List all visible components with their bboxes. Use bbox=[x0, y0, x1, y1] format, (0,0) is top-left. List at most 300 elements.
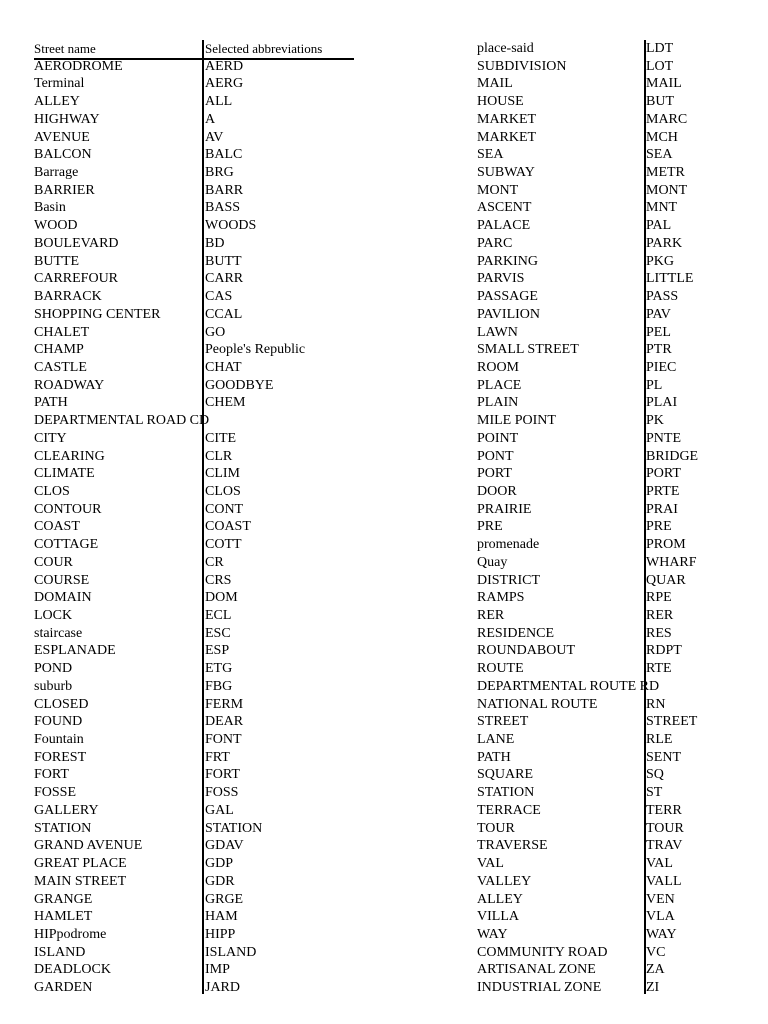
table-row bbox=[477, 554, 737, 572]
street-name: GALLERY bbox=[34, 802, 99, 818]
table-row bbox=[34, 448, 364, 466]
table-row bbox=[477, 430, 737, 448]
abbreviation: BD bbox=[205, 235, 225, 251]
table-row bbox=[477, 129, 737, 147]
street-name: MONT bbox=[477, 182, 519, 198]
abbreviation: SENT bbox=[646, 749, 681, 765]
table-row bbox=[477, 306, 737, 324]
table-row bbox=[34, 855, 364, 873]
street-name: FOREST bbox=[34, 749, 87, 765]
abbreviation: RDPT bbox=[646, 643, 682, 659]
abbreviation: BALC bbox=[205, 147, 243, 163]
table-row bbox=[477, 253, 737, 271]
street-name: PLAIN bbox=[477, 395, 519, 411]
street-name: MAIL bbox=[477, 76, 513, 92]
abbreviation: VEN bbox=[646, 891, 675, 907]
abbreviation: GAL bbox=[205, 802, 234, 818]
street-name: VAL bbox=[477, 856, 504, 872]
abbreviation: WOODS bbox=[205, 218, 257, 234]
street-name: LANE bbox=[477, 732, 515, 748]
street-name: AVENUE bbox=[34, 129, 90, 145]
street-name: Fountain bbox=[34, 732, 84, 748]
abbreviation: ZA bbox=[646, 962, 665, 978]
table-row bbox=[34, 75, 364, 93]
table-row bbox=[34, 465, 364, 483]
table-row bbox=[477, 766, 737, 784]
street-name: SEA bbox=[477, 147, 504, 163]
table-row bbox=[477, 837, 737, 855]
abbreviation: GRGE bbox=[205, 891, 244, 907]
abbreviation: ALL bbox=[205, 94, 233, 110]
abbreviation: STREET bbox=[646, 714, 698, 730]
table-row bbox=[34, 820, 364, 838]
abbreviation: ESC bbox=[205, 625, 231, 641]
street-name: CONTOUR bbox=[34, 501, 102, 517]
abbreviation: BUT bbox=[646, 94, 674, 110]
street-name: PARKING bbox=[477, 253, 538, 269]
table-row bbox=[34, 394, 364, 412]
abbreviation: FRT bbox=[205, 749, 230, 765]
table-row bbox=[477, 749, 737, 767]
street-name: DEPARTMENTAL ROAD CD bbox=[34, 413, 210, 429]
table-row bbox=[34, 518, 364, 536]
table-row bbox=[477, 873, 737, 891]
abbreviation: TERR bbox=[646, 802, 682, 818]
street-name: MAIN STREET bbox=[34, 873, 127, 889]
street-name: SHOPPING CENTER bbox=[34, 306, 161, 322]
street-name: FORT bbox=[34, 767, 69, 783]
abbreviation: CAS bbox=[205, 289, 233, 305]
abbreviation: MCH bbox=[646, 129, 678, 145]
abbreviation: ECL bbox=[205, 608, 232, 623]
abbreviation: PROM bbox=[646, 537, 686, 553]
table-row bbox=[34, 501, 364, 519]
table-row bbox=[477, 483, 737, 501]
table-row bbox=[477, 891, 737, 909]
table-row bbox=[477, 164, 737, 182]
table-row bbox=[477, 501, 737, 519]
table-row bbox=[477, 731, 737, 749]
street-name: ALLEY bbox=[34, 94, 80, 110]
abbreviation: TOUR bbox=[646, 820, 684, 836]
street-name: CHAMP bbox=[34, 342, 84, 358]
street-name: Quay bbox=[477, 554, 508, 570]
table-row bbox=[477, 518, 737, 536]
street-name: SQUARE bbox=[477, 767, 534, 783]
table-row bbox=[477, 784, 737, 802]
abbreviation: VLA bbox=[646, 909, 675, 925]
abbreviation: BRIDGE bbox=[646, 448, 699, 464]
street-name: SMALL STREET bbox=[477, 342, 579, 358]
abbreviation: BASS bbox=[205, 200, 241, 216]
street-name: GRAND AVENUE bbox=[34, 838, 143, 854]
street-name: ISLAND bbox=[34, 944, 86, 960]
table-row bbox=[477, 199, 737, 217]
street-name: MARKET bbox=[477, 129, 537, 145]
street-name: GARDEN bbox=[34, 980, 93, 996]
street-name: BARRACK bbox=[34, 289, 102, 305]
table-row bbox=[477, 146, 737, 164]
abbreviation: RER bbox=[646, 608, 674, 623]
abbreviation: MONT bbox=[646, 182, 688, 198]
table-row bbox=[34, 217, 364, 235]
table-row bbox=[477, 412, 737, 430]
abbreviation: PTR bbox=[646, 342, 672, 358]
street-name: promenade bbox=[477, 537, 540, 553]
table-row bbox=[34, 164, 364, 182]
table-row bbox=[34, 713, 364, 731]
street-name: AERODROME bbox=[34, 58, 123, 74]
table-row bbox=[477, 607, 737, 625]
street-name: CITY bbox=[34, 430, 67, 446]
street-name: COTTAGE bbox=[34, 537, 99, 553]
table-row bbox=[477, 979, 737, 997]
abbreviation: VC bbox=[646, 944, 666, 960]
street-name: CLEARING bbox=[34, 448, 105, 464]
table-row bbox=[477, 678, 737, 696]
abbreviation: CLIM bbox=[205, 466, 240, 482]
table-row bbox=[34, 731, 364, 749]
abbreviation: LDT bbox=[646, 41, 674, 56]
table-row bbox=[477, 377, 737, 395]
abbreviation: AV bbox=[205, 129, 224, 145]
abbreviation: FBG bbox=[205, 678, 233, 694]
street-name: MARKET bbox=[477, 111, 537, 127]
abbreviation: PARK bbox=[646, 235, 683, 251]
table-row bbox=[34, 359, 364, 377]
street-name: PRAIRIE bbox=[477, 501, 532, 517]
abbreviation: COTT bbox=[205, 537, 242, 553]
abbreviation: WHARF bbox=[646, 554, 697, 570]
table-row bbox=[34, 536, 364, 554]
table-row bbox=[34, 377, 364, 395]
abbreviation: JARD bbox=[205, 980, 241, 996]
street-name: CLIMATE bbox=[34, 466, 95, 482]
abbreviation: SEA bbox=[646, 147, 673, 163]
table-row bbox=[34, 766, 364, 784]
abbreviation: DEAR bbox=[205, 714, 244, 730]
table-row bbox=[477, 961, 737, 979]
street-name: ROOM bbox=[477, 359, 520, 375]
street-name: PONT bbox=[477, 448, 514, 464]
street-name: RESIDENCE bbox=[477, 625, 554, 641]
abbreviation: SQ bbox=[646, 767, 664, 783]
street-name: PALACE bbox=[477, 218, 531, 234]
street-name: WOOD bbox=[34, 218, 78, 234]
table-header bbox=[34, 40, 364, 58]
street-name: POINT bbox=[477, 430, 519, 446]
abbreviation: VALL bbox=[646, 873, 682, 889]
street-name: staircase bbox=[34, 625, 83, 641]
abbreviation: PLAI bbox=[646, 395, 678, 411]
table-row bbox=[477, 536, 737, 554]
abbreviation: BUTT bbox=[205, 253, 242, 269]
table-row bbox=[34, 111, 364, 129]
table-row bbox=[34, 678, 364, 696]
street-name: DOOR bbox=[477, 483, 517, 499]
table-row bbox=[477, 944, 737, 962]
street-name: ESPLANADE bbox=[34, 643, 116, 659]
abbreviation: PRE bbox=[646, 519, 672, 535]
table-row bbox=[477, 926, 737, 944]
abbreviation: MARC bbox=[646, 111, 688, 127]
table-row bbox=[477, 572, 737, 590]
abbreviation: RTE bbox=[646, 661, 672, 677]
abbreviation: PNTE bbox=[646, 430, 681, 446]
street-name: VILLA bbox=[477, 909, 519, 925]
street-name: STATION bbox=[477, 785, 535, 801]
table-row bbox=[477, 589, 737, 607]
table-row bbox=[477, 448, 737, 466]
table-row bbox=[34, 146, 364, 164]
abbreviation: COAST bbox=[205, 519, 251, 535]
table-row bbox=[477, 394, 737, 412]
street-name: HAMLET bbox=[34, 909, 93, 925]
street-name-header: Street name bbox=[34, 41, 96, 56]
table-row bbox=[477, 111, 737, 129]
table-row bbox=[477, 58, 737, 76]
street-name: place-said bbox=[477, 41, 534, 56]
table-row bbox=[34, 944, 364, 962]
table-row bbox=[34, 802, 364, 820]
abbreviation: RLE bbox=[646, 732, 673, 748]
table-row bbox=[34, 572, 364, 590]
abbreviation: PAV bbox=[646, 306, 671, 322]
table-row bbox=[34, 412, 364, 430]
table-row bbox=[477, 642, 737, 660]
table-row bbox=[477, 696, 737, 714]
table-row bbox=[34, 270, 364, 288]
street-name: CASTLE bbox=[34, 359, 87, 375]
table-row bbox=[477, 660, 737, 678]
street-name: Barrage bbox=[34, 165, 79, 181]
street-name: STATION bbox=[34, 820, 92, 836]
table-row bbox=[477, 359, 737, 377]
abbreviation: STATION bbox=[205, 820, 263, 836]
abbreviation: PASS bbox=[646, 289, 679, 305]
right-abbreviation-table bbox=[477, 40, 737, 997]
table-row bbox=[34, 199, 364, 217]
table-row bbox=[34, 837, 364, 855]
abbreviation: RN bbox=[646, 696, 666, 712]
street-name: TOUR bbox=[477, 820, 515, 836]
table-row bbox=[34, 908, 364, 926]
abbreviation: CONT bbox=[205, 501, 244, 517]
street-name: CLOSED bbox=[34, 696, 89, 712]
abbreviation: PIEC bbox=[646, 359, 677, 375]
abbreviation: CITE bbox=[205, 430, 237, 446]
street-name: ROADWAY bbox=[34, 377, 105, 393]
street-name: ROUNDABOUT bbox=[477, 643, 575, 659]
table-row bbox=[34, 625, 364, 643]
abbreviation: GDP bbox=[205, 856, 234, 872]
table-row bbox=[34, 341, 364, 359]
street-name: Terminal bbox=[34, 76, 85, 92]
street-name: HOUSE bbox=[477, 94, 524, 110]
street-name: HIGHWAY bbox=[34, 111, 100, 127]
abbreviation: CR bbox=[205, 554, 224, 570]
table-row bbox=[477, 713, 737, 731]
left-abbreviation-table bbox=[34, 40, 364, 997]
street-name: COURSE bbox=[34, 572, 90, 588]
table-row bbox=[477, 93, 737, 111]
street-name: PAVILION bbox=[477, 306, 541, 322]
street-name: INDUSTRIAL ZONE bbox=[477, 980, 602, 996]
abbreviation: A bbox=[205, 111, 216, 127]
abbreviation: PORT bbox=[646, 466, 681, 482]
abbreviation: LITTLE bbox=[646, 271, 694, 287]
table-row bbox=[34, 430, 364, 448]
abbreviation: CARR bbox=[205, 271, 244, 287]
street-name: BOULEVARD bbox=[34, 235, 119, 251]
street-name: PORT bbox=[477, 466, 512, 482]
table-row bbox=[477, 182, 737, 200]
street-name: PARC bbox=[477, 235, 513, 251]
abbreviation: DOM bbox=[205, 590, 238, 606]
abbreviation: FONT bbox=[205, 732, 242, 748]
street-name: NATIONAL ROUTE bbox=[477, 696, 598, 712]
table-row bbox=[34, 891, 364, 909]
table-row bbox=[477, 625, 737, 643]
abbreviation: WAY bbox=[646, 926, 677, 942]
abbreviation: BRG bbox=[205, 165, 234, 181]
street-name: PARVIS bbox=[477, 271, 525, 287]
abbreviation: METR bbox=[646, 165, 685, 181]
abbreviation: HAM bbox=[205, 909, 238, 925]
street-name: RAMPS bbox=[477, 590, 525, 606]
street-name: DISTRICT bbox=[477, 572, 540, 588]
street-name: TERRACE bbox=[477, 802, 541, 818]
street-name: DEADLOCK bbox=[34, 962, 111, 978]
abbreviation: IMP bbox=[205, 962, 230, 978]
table-row bbox=[477, 802, 737, 820]
table-row bbox=[477, 855, 737, 873]
street-name: PASSAGE bbox=[477, 289, 538, 305]
street-name: LOCK bbox=[34, 608, 73, 623]
street-name: POND bbox=[34, 661, 73, 677]
abbreviation: FOSS bbox=[205, 785, 239, 801]
table-row bbox=[34, 483, 364, 501]
table-row bbox=[34, 58, 364, 76]
table-row bbox=[34, 182, 364, 200]
table-row bbox=[477, 235, 737, 253]
table-row bbox=[34, 306, 364, 324]
street-name: SUBDIVISION bbox=[477, 58, 567, 74]
table-row bbox=[477, 288, 737, 306]
street-name: MILE POINT bbox=[477, 413, 556, 429]
street-name: GRANGE bbox=[34, 891, 93, 907]
street-name: WAY bbox=[477, 926, 508, 942]
street-name: LAWN bbox=[477, 324, 518, 340]
street-name: CARREFOUR bbox=[34, 271, 119, 287]
abbreviation: LOT bbox=[646, 58, 674, 74]
street-name: FOSSE bbox=[34, 785, 77, 801]
abbreviation: ST bbox=[646, 785, 663, 801]
table-row bbox=[34, 589, 364, 607]
abbreviation: CHAT bbox=[205, 359, 242, 375]
street-name: BUTTE bbox=[34, 253, 80, 269]
street-name: STREET bbox=[477, 714, 529, 730]
street-name: ARTISANAL ZONE bbox=[477, 962, 596, 978]
table-row bbox=[34, 235, 364, 253]
abbreviation: CHEM bbox=[205, 395, 246, 411]
abbreviation: VAL bbox=[646, 856, 673, 872]
table-row bbox=[34, 253, 364, 271]
table-row bbox=[34, 660, 364, 678]
street-name: RER bbox=[477, 608, 505, 623]
table-row bbox=[34, 696, 364, 714]
abbreviation: TRAV bbox=[646, 838, 683, 854]
street-name: Basin bbox=[34, 200, 66, 216]
abbreviation: GDR bbox=[205, 873, 235, 889]
table-row bbox=[477, 465, 737, 483]
abbreviation: People's Republic bbox=[205, 342, 306, 358]
abbreviation: ISLAND bbox=[205, 944, 257, 960]
abbreviation: MNT bbox=[646, 200, 678, 216]
abbreviation: PL bbox=[646, 377, 663, 393]
table-row bbox=[34, 324, 364, 342]
street-name: PATH bbox=[34, 395, 68, 411]
street-name: COUR bbox=[34, 554, 73, 570]
abbreviation: PRAI bbox=[646, 501, 678, 517]
street-name: suburb bbox=[34, 678, 73, 694]
abbreviation: PRTE bbox=[646, 483, 680, 499]
table-row bbox=[34, 873, 364, 891]
abbreviation: AERG bbox=[205, 76, 244, 92]
abbreviation: ZI bbox=[646, 980, 660, 996]
street-name: GREAT PLACE bbox=[34, 856, 127, 872]
street-name: BARRIER bbox=[34, 182, 95, 198]
street-name: PLACE bbox=[477, 377, 522, 393]
street-name: CLOS bbox=[34, 483, 70, 499]
street-name: PATH bbox=[477, 749, 511, 765]
abbreviation: CLR bbox=[205, 448, 233, 464]
street-name: CHALET bbox=[34, 324, 90, 340]
street-name: BALCON bbox=[34, 147, 92, 163]
table-row bbox=[34, 979, 364, 997]
street-name: ALLEY bbox=[477, 891, 523, 907]
table-row bbox=[34, 129, 364, 147]
table-row bbox=[34, 749, 364, 767]
street-name: HIPpodrome bbox=[34, 926, 107, 942]
selected-abbreviations-header: Selected abbreviations bbox=[205, 41, 323, 56]
abbreviation: RPE bbox=[646, 590, 672, 606]
table-row bbox=[34, 93, 364, 111]
abbreviation: RES bbox=[646, 625, 672, 641]
table-row bbox=[34, 926, 364, 944]
abbreviation: ETG bbox=[205, 661, 233, 677]
abbreviation: GOODBYE bbox=[205, 377, 274, 393]
abbreviation: PAL bbox=[646, 218, 672, 234]
abbreviation: GO bbox=[205, 324, 226, 340]
table-row bbox=[477, 75, 737, 93]
table-row bbox=[477, 324, 737, 342]
abbreviation: MAIL bbox=[646, 76, 682, 92]
abbreviation: FORT bbox=[205, 767, 240, 783]
street-name: DEPARTMENTAL ROUTE RD bbox=[477, 678, 660, 694]
abbreviation: PK bbox=[646, 413, 664, 429]
street-name: COMMUNITY ROAD bbox=[477, 944, 608, 960]
abbreviation: CLOS bbox=[205, 483, 241, 499]
street-name: DOMAIN bbox=[34, 590, 92, 606]
street-name: ROUTE bbox=[477, 661, 524, 677]
street-name: FOUND bbox=[34, 714, 83, 730]
abbreviation: QUAR bbox=[646, 572, 686, 588]
abbreviation: CRS bbox=[205, 572, 232, 588]
abbreviation: HIPP bbox=[205, 926, 236, 942]
street-name: VALLEY bbox=[477, 873, 532, 889]
abbreviation: PKG bbox=[646, 253, 675, 269]
